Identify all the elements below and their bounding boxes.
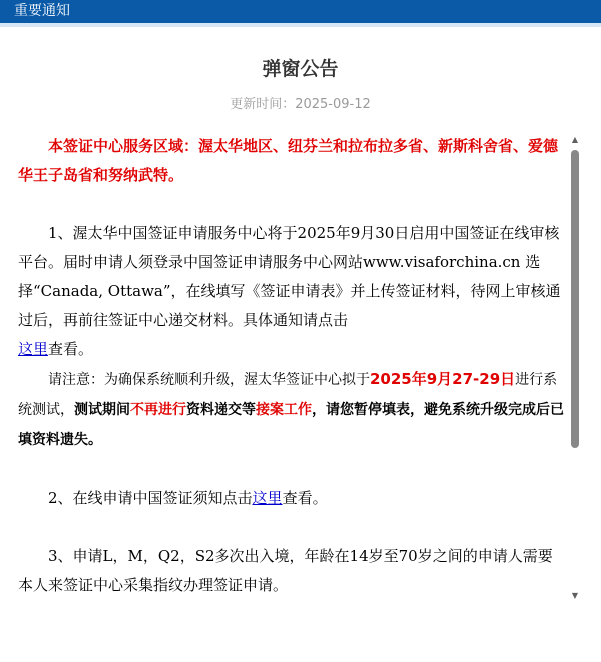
notice-content[interactable] <box>18 132 566 612</box>
warning-intro: 请注意：为确保系统顺利升级，渥太华签证中心拟于 <box>48 372 370 388</box>
update-time-value: 2025-09-12 <box>295 97 371 112</box>
service-area-text: 本签证中心服务区域：渥太华地区、纽芬兰和拉布拉多省、新斯科舍省、爱德华王子岛省和努纳武特。 <box>18 137 559 184</box>
spacer <box>18 513 566 542</box>
content-scrollbar[interactable] <box>568 132 582 604</box>
spacer <box>18 455 566 484</box>
item-3: 3、申请L，M，Q2，S2多次出入境，年龄在14岁至70岁之间的申请人需要本人来签证中心采集指纹办理签证申请。 <box>18 547 553 594</box>
warning-no-service: 不再进行 <box>130 402 186 418</box>
item-1 <box>18 219 566 364</box>
item-1-end: 查看。 <box>48 340 94 358</box>
warning-test: 进行系统测试， <box>18 372 558 418</box>
scroll-thumb[interactable] <box>571 150 579 448</box>
modal-header <box>0 0 601 27</box>
item-2-end: 查看。 <box>282 489 328 507</box>
notice-title: 弹窗公告 <box>262 58 339 80</box>
warning-date: 2025年9月27-29日 <box>370 370 516 388</box>
warning-submission: 资料递交等 <box>186 402 256 418</box>
warning-period: 测试期间 <box>74 402 130 418</box>
modal-title: 重要通知 <box>14 3 70 19</box>
scroll-up-icon[interactable]: ▲ <box>571 135 579 144</box>
update-time <box>0 93 601 112</box>
item-2-text: 2、在线申请中国签证须知点击 <box>48 489 253 507</box>
warning-case-work: 接案工作 <box>256 402 312 418</box>
upgrade-warning <box>18 364 566 455</box>
warning-pause: ，请您暂停填表，避免系统升级完成后已填资料遗失。 <box>18 402 564 448</box>
update-time-label: 更新时间： <box>230 97 296 112</box>
item-1-text: 1、渥太华中国签证申请服务中心将于2025年9月30日启用中国签证在线审核平台。届时申请人须登录中国签证申请服务中心网站www.visaforchina.cn 选择“Canada, Ottawa”，在线填写《签证申请表》并上传签证材料，待网上审核通过后，再前往签证中心递交材料。具体通知请点击 <box>18 224 561 329</box>
scroll-down-icon[interactable]: ▼ <box>571 591 579 600</box>
item-2 <box>18 484 566 513</box>
item-2-link[interactable]: 这里 <box>252 489 283 507</box>
spacer <box>18 190 566 219</box>
item-1-link[interactable]: 这里 <box>18 340 49 358</box>
